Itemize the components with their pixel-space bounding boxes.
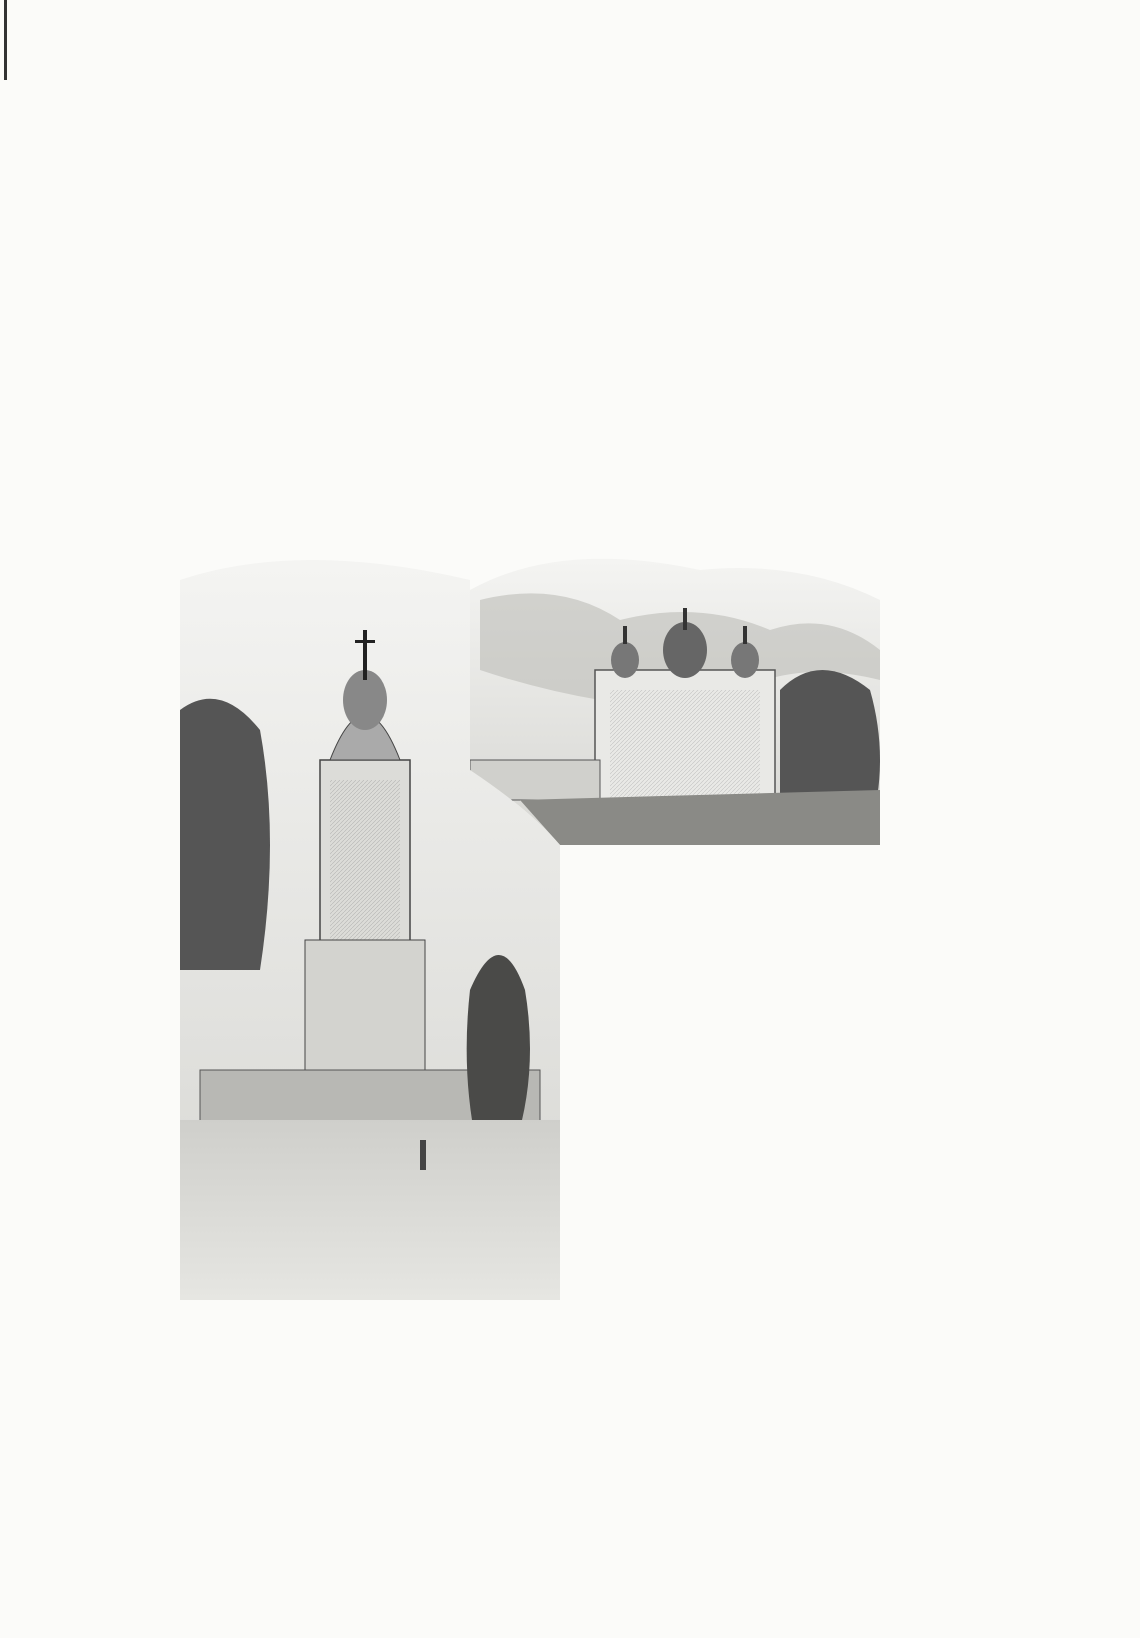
cathedral-photo bbox=[470, 559, 880, 845]
margin-pen-mark bbox=[4, 0, 7, 80]
illustration-bell-tower-and-cathedral bbox=[180, 540, 950, 1370]
